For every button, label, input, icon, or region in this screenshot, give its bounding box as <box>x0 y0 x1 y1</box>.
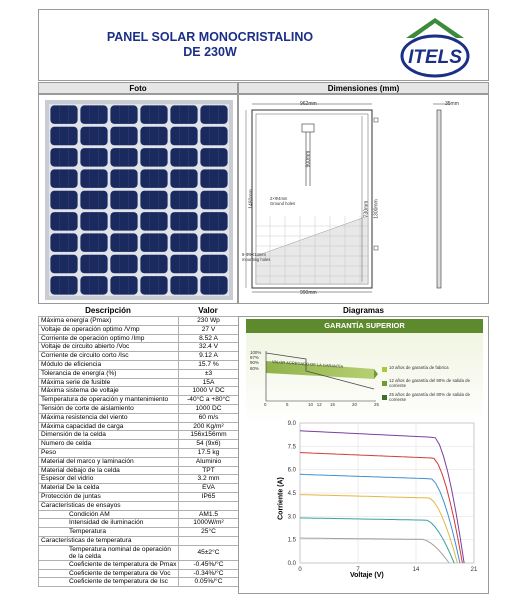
spec-row <box>39 457 239 466</box>
dim-width-top: 962mm <box>300 101 317 107</box>
spec-row <box>39 422 239 431</box>
spec-label: Corriente de operación optimo /Imp <box>39 334 179 343</box>
panel-cell <box>200 169 227 188</box>
spec-value: 230 Wp <box>179 317 239 326</box>
spec-value: 9.12 A <box>179 352 239 361</box>
dim-ground-holes: 2×Φ4mm Ground holes <box>270 196 296 206</box>
header-foto: Foto <box>38 82 238 94</box>
y-tick-label: 7.5 <box>287 444 296 451</box>
spec-label: Características de temperatura <box>39 536 179 545</box>
panel-cell <box>170 212 197 231</box>
panel-cell <box>110 169 137 188</box>
warranty-x-tick: 10 <box>308 402 313 407</box>
dim-depth: 35mm <box>445 101 459 107</box>
spec-value: -40°C a +80°C <box>179 396 239 405</box>
spec-row <box>39 317 239 326</box>
spec-value: 3.2 mm <box>179 475 239 484</box>
warranty-x-tick: 12 <box>316 402 322 407</box>
spec-value <box>179 501 239 510</box>
spec-row <box>39 466 239 475</box>
panel-cell <box>50 255 77 274</box>
spec-value: -0.45%/°C <box>179 560 239 569</box>
y-tick-label: 6.0 <box>287 467 296 474</box>
header-dimensiones: Dimensiones (mm) <box>238 82 489 94</box>
panel-cell <box>80 233 107 252</box>
spec-value: 0.05%/°C <box>179 578 239 587</box>
panel-cell <box>50 276 77 295</box>
panel-cell <box>200 255 227 274</box>
panel-cell <box>50 169 77 188</box>
panel-cell <box>50 148 77 167</box>
spec-row <box>39 440 239 449</box>
spec-row <box>39 448 239 457</box>
spec-value: 1000 DC <box>179 404 239 413</box>
warranty-y-tick: 90% <box>250 360 259 366</box>
iv-xlabel: Voltaje (V) <box>350 572 384 579</box>
panel-cell <box>170 233 197 252</box>
panel-cell <box>110 255 137 274</box>
spec-row <box>39 492 239 501</box>
warranty-y-tick: 97% <box>250 355 259 361</box>
warranty-legend-item: 10 años de garantía de fabrica <box>389 365 449 370</box>
spec-value: 54 (9x6) <box>179 440 239 449</box>
spec-row <box>39 475 239 484</box>
test-row <box>39 510 239 519</box>
spec-label: Voltaje de circuito abierto /Voc <box>39 343 179 352</box>
spec-row <box>39 334 239 343</box>
warranty-y-tick: 100% <box>250 350 262 355</box>
panel-cell <box>80 255 107 274</box>
spec-value: IP65 <box>179 492 239 501</box>
spec-row <box>39 352 239 361</box>
dim-junction: 900mm <box>305 150 312 168</box>
spec-row <box>39 378 239 387</box>
panel-cell <box>110 148 137 167</box>
warranty-title: GARANTÍA SUPERIOR <box>324 321 405 330</box>
panel-cell <box>200 191 227 210</box>
iv-chart <box>260 415 488 589</box>
panel-cell <box>170 169 197 188</box>
panel-cell <box>80 191 107 210</box>
spec-label: Máxima sistema de voltaje <box>39 387 179 396</box>
panel-cell <box>50 127 77 146</box>
spec-value: 156x156mm <box>179 431 239 440</box>
spec-label: Dimensión de la celda <box>39 431 179 440</box>
spec-value: 8.52 A <box>179 334 239 343</box>
spec-value: AM1.5 <box>179 510 239 519</box>
x-tick-label: 14 <box>412 567 420 573</box>
panel-cell <box>140 212 167 231</box>
panel-cell <box>140 148 167 167</box>
y-tick-label: 0.0 <box>287 561 296 567</box>
panel-cell <box>110 191 137 210</box>
panel-cell <box>80 105 107 124</box>
panel-cell <box>140 233 167 252</box>
y-tick-label: 3.0 <box>287 514 296 521</box>
panel-cell <box>110 127 137 146</box>
spec-label: Temperatura nominal de operación de la celda <box>39 545 179 560</box>
spec-label: Material debajo de la celda <box>39 466 179 475</box>
panel-cell <box>80 169 107 188</box>
panel-cell <box>170 191 197 210</box>
spec-label: Temperatura de operación y mantenimiento <box>39 396 179 405</box>
panel-cell <box>80 127 107 146</box>
warranty-x-tick: 5 <box>286 402 289 407</box>
header-valor: Valor <box>178 306 238 316</box>
spec-label: Peso <box>39 448 179 457</box>
solar-panel-photo <box>45 100 233 300</box>
panel-cell <box>110 233 137 252</box>
itels-logo <box>398 12 472 80</box>
y-tick-label: 4.5 <box>287 491 296 497</box>
spec-label: Tensión de corte de aislamiento <box>39 404 179 413</box>
y-tick-label: 1.5 <box>287 537 296 544</box>
panel-cell <box>200 105 227 124</box>
spec-value: TPT <box>179 466 239 475</box>
title-line-2: DE 230W <box>183 45 237 59</box>
spec-label: Coeficiente de temperatura de Isc <box>39 578 179 587</box>
temp-row <box>39 545 239 560</box>
x-tick-label: 21 <box>470 567 478 573</box>
x-tick-label: 0 <box>298 567 302 573</box>
spec-label: Temperatura <box>39 528 179 537</box>
spec-label: Protección de juntas <box>39 492 179 501</box>
warranty-x-tick: 0 <box>264 402 267 407</box>
spec-value: 60 m/s <box>179 413 239 422</box>
spec-value: 25°C <box>179 528 239 537</box>
iv-ylabel: Corriente (A) <box>277 477 285 520</box>
temp-row <box>39 569 239 578</box>
spec-value: 27 V <box>179 325 239 334</box>
panel-cell <box>110 276 137 295</box>
dim-width-bottom: 990mm <box>300 290 317 296</box>
spec-label: Condición AM <box>39 510 179 519</box>
panel-cell <box>140 191 167 210</box>
panel-cell <box>200 127 227 146</box>
spec-label: Material del marco y laminación <box>39 457 179 466</box>
panel-cell <box>170 127 197 146</box>
page-title <box>60 30 360 60</box>
warranty-band-label: VALOR AGREGADO DE LA GARANTÍA <box>271 359 344 369</box>
warranty-legend <box>389 365 481 406</box>
panel-cell <box>170 255 197 274</box>
panel-cell <box>200 212 227 231</box>
spec-label: Numero de celda <box>39 440 179 449</box>
header-descripcion: Descripción <box>38 306 178 316</box>
panel-cell <box>170 276 197 295</box>
spec-row <box>39 431 239 440</box>
warranty-y-ticks <box>250 350 261 371</box>
warranty-x-tick: 20 <box>352 402 357 407</box>
svg-text:ITELS: ITELS <box>408 47 462 68</box>
spec-label: Máxima serie de fusible <box>39 378 179 387</box>
spec-label: Máxima energía (Pmax) <box>39 317 179 326</box>
spec-row <box>39 413 239 422</box>
panel-cell <box>200 148 227 167</box>
panel-cell <box>170 148 197 167</box>
warranty-y-tick: 80% <box>250 365 259 371</box>
panel-cell <box>80 212 107 231</box>
panel-cell <box>140 255 167 274</box>
warranty-x-tick: 25 <box>374 402 379 407</box>
warranty-legend-item: 25 años de garantía del 80% de salida de corriente <box>389 392 471 402</box>
spec-label: Espesor del vidrio <box>39 475 179 484</box>
spec-value: 32.4 V <box>179 343 239 352</box>
panel-cell <box>140 105 167 124</box>
spec-table <box>38 316 239 587</box>
panel-cell <box>80 148 107 167</box>
spec-value: ±3 <box>179 369 239 378</box>
panel-cell <box>50 212 77 231</box>
x-tick-label: 7 <box>356 567 360 573</box>
test-row <box>39 528 239 537</box>
test-row <box>39 519 239 528</box>
spec-value: 15A <box>179 378 239 387</box>
spec-label: Voltaje de operación optimo /Vmp <box>39 325 179 334</box>
spec-value <box>179 536 239 545</box>
spec-row <box>39 360 239 369</box>
panel-cell <box>200 276 227 295</box>
spec-label: Corriente de circuito corto /Isc <box>39 352 179 361</box>
spec-value: 1000W/m² <box>179 519 239 528</box>
temp-section-header <box>39 536 239 545</box>
panel-cell <box>200 233 227 252</box>
spec-value: -0.34%/°C <box>179 569 239 578</box>
spec-label: Intensidad de iluminación <box>39 519 179 528</box>
panel-cell <box>80 276 107 295</box>
panel-cell <box>50 191 77 210</box>
spec-value: Aluminio <box>179 457 239 466</box>
spec-row <box>39 387 239 396</box>
panel-cell <box>110 105 137 124</box>
spec-row <box>39 343 239 352</box>
warranty-x-tick: 15 <box>330 402 335 407</box>
dim-height: 1480mm <box>248 189 255 209</box>
warranty-x-ticks <box>264 402 378 409</box>
spec-label: Coeficiente de temperatura de Pmax <box>39 560 179 569</box>
spec-label: Características de ensayos <box>39 501 179 510</box>
warranty-diagram <box>246 319 483 425</box>
spec-value: 45±2°C <box>179 545 239 560</box>
spec-label: Máxima resistencia del viento <box>39 413 179 422</box>
spec-row <box>39 369 239 378</box>
spec-row <box>39 325 239 334</box>
y-tick-label: 9.0 <box>287 421 296 427</box>
panel-cell <box>170 105 197 124</box>
temp-row <box>39 578 239 587</box>
panel-cell <box>140 276 167 295</box>
test-section-header <box>39 501 239 510</box>
spec-label: Tolerancia de energía (%) <box>39 369 179 378</box>
spec-row <box>39 404 239 413</box>
spec-label: Coeficiente de temperatura de Voc <box>39 569 179 578</box>
dim-mounting-holes: 8-Φ9X14mm mounting holes <box>242 252 271 262</box>
panel-cell <box>50 233 77 252</box>
spec-label: Módulo de eficiencia <box>39 360 179 369</box>
spec-label: Máxima capacidad de carga <box>39 422 179 431</box>
dimensions-drawing <box>240 96 487 302</box>
warranty-legend-item: 12 años de garantía del 90% de salida de corriente <box>389 378 471 388</box>
spec-value: 15.7 % <box>179 360 239 369</box>
panel-cell <box>140 169 167 188</box>
dim-side-h: 1300mm <box>373 199 380 219</box>
panel-cell <box>50 105 77 124</box>
header-diagramas: Diagramas <box>238 306 489 316</box>
spec-label: Material De la celda <box>39 484 179 493</box>
spec-row <box>39 396 239 405</box>
title-line-1: PANEL SOLAR MONOCRISTALINO <box>106 30 314 44</box>
dim-inner-h: 730mm <box>363 200 370 218</box>
spec-value: 200 Kg/m² <box>179 422 239 431</box>
spec-table-wrap <box>38 316 238 587</box>
spec-value: 1000 V DC <box>179 387 239 396</box>
panel-cell <box>110 212 137 231</box>
temp-row <box>39 560 239 569</box>
panel-cell <box>140 127 167 146</box>
spec-value: 17.5 kg <box>179 448 239 457</box>
spec-value: EVA <box>179 484 239 493</box>
spec-row <box>39 484 239 493</box>
